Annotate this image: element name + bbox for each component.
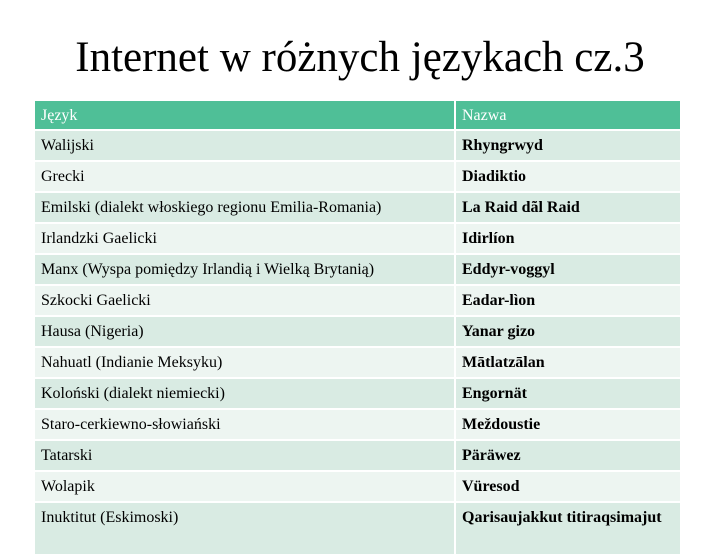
internet-name-cell: La Raid dãl Raid	[455, 192, 681, 223]
language-cell: Nahuatl (Indianie Meksyku)	[35, 347, 455, 378]
table-header-row	[35, 101, 681, 130]
table-row	[35, 130, 681, 161]
table-row	[35, 440, 681, 471]
internet-name-cell: Yanar gizo	[455, 316, 681, 347]
internet-name-cell: Eddyr-voggyl	[455, 254, 681, 285]
language-cell: Staro-cerkiewno-słowiański	[35, 409, 455, 440]
language-cell: Wolapik	[35, 471, 455, 502]
table-row	[35, 316, 681, 347]
language-cell: Emilski (dialekt włoskiego regionu Emilia-Romania)	[35, 192, 455, 223]
language-cell: Manx (Wyspa pomiędzy Irlandią i Wielką Brytanią)	[35, 254, 455, 285]
table-row	[35, 192, 681, 223]
table-row	[35, 223, 681, 254]
table-row	[35, 409, 681, 440]
table-row	[35, 502, 681, 555]
language-cell: Tatarski	[35, 440, 455, 471]
internet-name-cell: Meždoustie	[455, 409, 681, 440]
language-cell: Szkocki Gaelicki	[35, 285, 455, 316]
page-title: Internet w różnych językach cz.3	[75, 34, 645, 81]
table-row	[35, 347, 681, 378]
internet-name-cell: Vüresod	[455, 471, 681, 502]
internet-name-cell: Qarisaujakkut titiraqsimajut	[455, 502, 681, 555]
table-row	[35, 254, 681, 285]
column-header-language: Język	[35, 101, 455, 130]
internet-name-cell: Diadiktio	[455, 161, 681, 192]
table-row	[35, 471, 681, 502]
internet-name-cell: Engornät	[455, 378, 681, 409]
column-header-name: Nazwa	[455, 101, 681, 130]
table-row	[35, 161, 681, 192]
language-table	[35, 101, 682, 556]
table-row	[35, 378, 681, 409]
language-cell: Grecki	[35, 161, 455, 192]
internet-name-cell: Rhyngrwyd	[455, 130, 681, 161]
internet-name-cell: Eadar-lìon	[455, 285, 681, 316]
internet-name-cell: Mātlatzālan	[455, 347, 681, 378]
internet-name-cell: Idirlíon	[455, 223, 681, 254]
language-cell: Koloński (dialekt niemiecki)	[35, 378, 455, 409]
table-row	[35, 285, 681, 316]
language-cell: Inuktitut (Eskimoski)	[35, 502, 455, 555]
language-cell: Hausa (Nigeria)	[35, 316, 455, 347]
language-cell: Irlandzki Gaelicki	[35, 223, 455, 254]
internet-name-cell: Päräwez	[455, 440, 681, 471]
language-cell: Walijski	[35, 130, 455, 161]
